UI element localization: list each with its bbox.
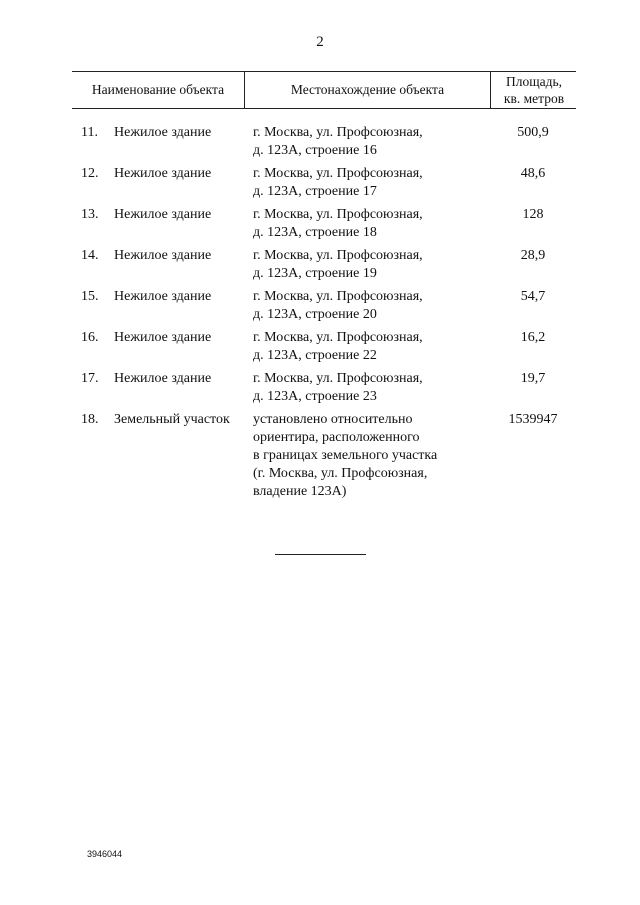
row-area: 48,6 bbox=[520, 166, 546, 181]
row-location bbox=[253, 329, 488, 365]
location-line: ориентира, расположенного bbox=[253, 430, 420, 445]
end-of-document-rule bbox=[275, 554, 366, 555]
location-line: д. 123А, строение 20 bbox=[253, 307, 377, 322]
header-object-name: Наименование объекта bbox=[91, 82, 225, 97]
row-object-name: Земельный участок bbox=[114, 412, 230, 427]
row-area: 500,9 bbox=[517, 125, 549, 140]
header-area-line1: Площадь, bbox=[505, 74, 563, 89]
location-line: д. 123А, строение 23 bbox=[253, 389, 377, 404]
row-number: 11. bbox=[81, 125, 98, 140]
row-object-name: Нежилое здание bbox=[114, 330, 212, 345]
row-location bbox=[253, 247, 488, 283]
row-location bbox=[253, 288, 488, 324]
row-location bbox=[253, 206, 488, 242]
table-row bbox=[0, 206, 640, 242]
header-bottom-rule bbox=[72, 108, 576, 109]
row-area: 19,7 bbox=[520, 371, 546, 386]
location-line: д. 123А, строение 18 bbox=[253, 225, 377, 240]
location-line: владение 123А) bbox=[253, 484, 347, 499]
row-number: 15. bbox=[81, 289, 99, 304]
row-number: 14. bbox=[81, 248, 99, 263]
row-number: 17. bbox=[81, 371, 99, 386]
location-line: д. 123А, строение 22 bbox=[253, 348, 377, 363]
row-number: 12. bbox=[81, 166, 99, 181]
row-object-name: Нежилое здание bbox=[114, 289, 212, 304]
location-line: г. Москва, ул. Профсоюзная, bbox=[253, 207, 423, 222]
header-top-rule bbox=[72, 71, 576, 72]
row-object-name: Нежилое здание bbox=[114, 207, 212, 222]
location-line: д. 123А, строение 17 bbox=[253, 184, 377, 199]
location-line: в границах земельного участка bbox=[253, 448, 438, 463]
table-row bbox=[0, 247, 640, 283]
row-location bbox=[253, 165, 488, 201]
row-location bbox=[253, 124, 488, 160]
row-area: 16,2 bbox=[520, 330, 546, 345]
row-location bbox=[253, 370, 488, 406]
page-number: 2 bbox=[316, 34, 324, 50]
location-line: (г. Москва, ул. Профсоюзная, bbox=[253, 466, 428, 481]
row-location bbox=[253, 411, 488, 501]
location-line: установлено относительно bbox=[253, 412, 413, 427]
row-number: 18. bbox=[81, 412, 99, 427]
table-row bbox=[0, 370, 640, 406]
table-row bbox=[0, 329, 640, 365]
row-area: 128 bbox=[522, 207, 544, 222]
header-area-line2: кв. метров bbox=[503, 91, 565, 106]
table-row bbox=[0, 288, 640, 324]
location-line: г. Москва, ул. Профсоюзная, bbox=[253, 125, 423, 140]
row-object-name: Нежилое здание bbox=[114, 371, 212, 386]
table-row bbox=[0, 124, 640, 160]
location-line: г. Москва, ул. Профсоюзная, bbox=[253, 248, 423, 263]
table-row bbox=[0, 411, 640, 501]
header-area bbox=[491, 73, 577, 107]
row-area: 1539947 bbox=[508, 412, 558, 427]
row-object-name: Нежилое здание bbox=[114, 166, 212, 181]
table-body bbox=[0, 124, 640, 501]
header-object-location: Местонахождение объекта bbox=[290, 82, 445, 97]
row-object-name: Нежилое здание bbox=[114, 125, 212, 140]
location-line: д. 123А, строение 16 bbox=[253, 143, 377, 158]
location-line: г. Москва, ул. Профсоюзная, bbox=[253, 289, 423, 304]
location-line: г. Москва, ул. Профсоюзная, bbox=[253, 166, 423, 181]
location-line: г. Москва, ул. Профсоюзная, bbox=[253, 371, 423, 386]
row-number: 13. bbox=[81, 207, 99, 222]
location-line: г. Москва, ул. Профсоюзная, bbox=[253, 330, 423, 345]
document-code: 3946044 bbox=[87, 849, 123, 859]
row-number: 16. bbox=[81, 330, 99, 345]
location-line: д. 123А, строение 19 bbox=[253, 266, 377, 281]
row-area: 28,9 bbox=[520, 248, 546, 263]
row-area: 54,7 bbox=[520, 289, 546, 304]
table-row bbox=[0, 165, 640, 201]
row-object-name: Нежилое здание bbox=[114, 248, 212, 263]
